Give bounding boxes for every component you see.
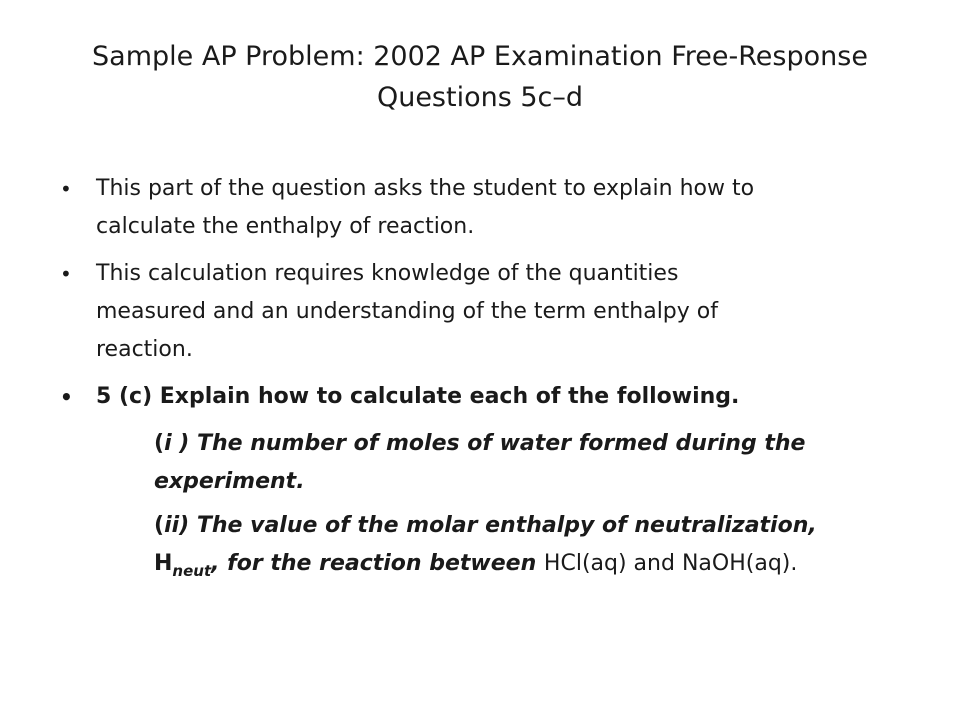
slide-title-line-2: Questions 5c–d xyxy=(376,82,584,113)
bullet-dot-icon: • xyxy=(60,385,73,409)
paren: ( xyxy=(154,431,165,456)
reactant-naoh: NaOH(aq). xyxy=(681,551,798,576)
sub-question-line xyxy=(154,507,894,545)
sub-question-line xyxy=(154,425,894,463)
slide-body xyxy=(60,170,894,596)
bullet-dot-icon: • xyxy=(60,262,72,286)
sub-question-text: , for the reaction between xyxy=(211,551,544,576)
enthalpy-symbol: H xyxy=(154,551,173,576)
bullet-item xyxy=(60,255,894,369)
bullet-line: calculate the enthalpy of reaction. xyxy=(96,214,475,239)
sub-question-text: ii) The value of the molar enthalpy of neutralization, xyxy=(164,513,817,538)
paren: ( xyxy=(154,513,165,538)
bullet-line: This part of the question asks the student to explain how to xyxy=(96,176,755,201)
bullet-line: 5 (c) Explain how to calculate each of the following. xyxy=(96,384,740,409)
bullet-line: measured and an understanding of the term enthalpy of xyxy=(96,299,718,324)
bullet-item xyxy=(60,378,894,416)
sub-question-ii xyxy=(154,507,894,590)
enthalpy-subscript: neut xyxy=(172,562,212,580)
bullet-item xyxy=(60,170,894,246)
sub-question-i xyxy=(154,425,894,501)
and-text: and xyxy=(626,551,682,576)
slide-title xyxy=(66,36,894,118)
bullet-line: reaction. xyxy=(96,337,193,362)
sub-question-text: i ) The number of moles of water formed during the xyxy=(164,431,806,456)
sub-question-line xyxy=(154,545,894,590)
reactant-hcl: HCl(aq) xyxy=(543,551,627,576)
slide-title-line-1: Sample AP Problem: 2002 AP Examination Free-Response xyxy=(92,41,868,72)
bullet-dot-icon: • xyxy=(60,177,72,201)
sub-question-line: experiment. xyxy=(154,469,305,494)
bullet-line: This calculation requires knowledge of the quantities xyxy=(96,261,679,286)
